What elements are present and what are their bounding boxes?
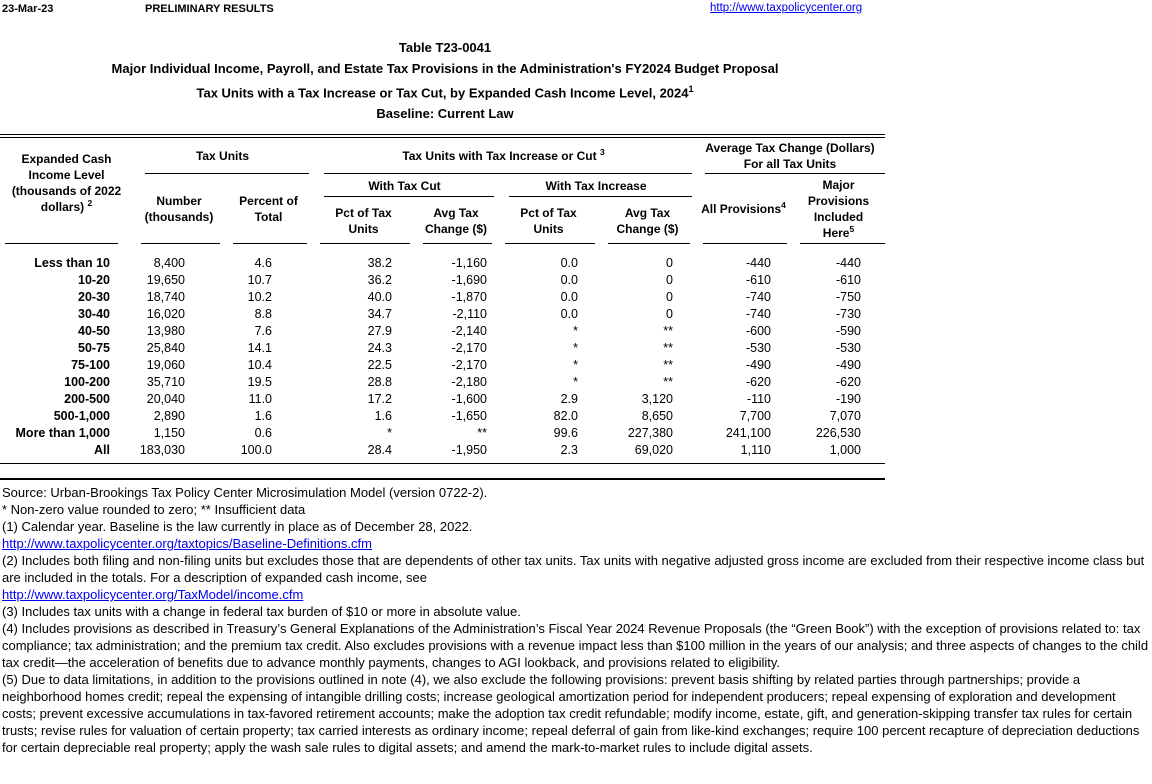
all-provisions-cell: 241,100 <box>725 426 771 441</box>
avg-tax-change-cut-cell: -2,110 <box>452 307 487 322</box>
avg-tax-change-increase-cell: 0 <box>666 273 673 288</box>
baseline-definitions-link[interactable]: http://www.taxpolicycenter.org/taxtopics/Baseline-Definitions.cfm <box>2 536 372 552</box>
title-line-1: Major Individual Income, Payroll, and Estate Tax Provisions in the Administration's FY2024 Budget Proposal <box>111 61 779 76</box>
footnote-5: (5) Due to data limitations, in addition to the provisions outlined in note (4), we also exclude the following provisions: prevent basis shifting by related parties through partnerships; provide a neighborhood homes credit; repeal the expensing of intangible drilling costs; increase geological amortization period for independent producers; repeal expensing of exploration and development costs; prevent excessive accumulations in tax-favored retirement accounts; make the adoption tax credit refundable; modify income, estate, gift, and generation-skipping transfer tax rules for certain trusts; revise rules for valuation of certain property; tax carried interests as ordinary income; repeal deferral of gain from like-kind exchanges; require 100 percent recapture of depreciation deductions for certain depreciable real property; apply the wash sale rules to digital assets; and amend the mark-to-market rules to include digital assets. <box>2 672 1140 756</box>
avg-tax-change-increase-cell: ** <box>663 324 673 339</box>
table-row <box>0 255 885 272</box>
major-provisions-cell: 7,070 <box>829 409 861 424</box>
income-level-cell: More than 1,000 <box>15 426 110 441</box>
avg-tax-change-increase-cell: 0 <box>666 290 673 305</box>
pct-tax-units-increase-cell: * <box>573 375 578 390</box>
pct-tax-units-increase-cell: * <box>573 324 578 339</box>
income-level-cell: 500-1,000 <box>53 409 110 424</box>
pct-tax-units-cut-cell: 34.7 <box>367 307 392 322</box>
pct-tax-units-cut-cell: 24.3 <box>367 341 392 356</box>
avg-tax-change-increase-cell: ** <box>663 358 673 373</box>
all-provisions-cell: -600 <box>745 324 771 339</box>
number-cell: 1,150 <box>153 426 185 441</box>
table-row <box>0 408 885 425</box>
percent-of-total-cell: 19.5 <box>247 375 272 390</box>
income-level-cell: 200-500 <box>64 392 110 407</box>
pct-tax-units-increase-cell: 0.0 <box>560 273 578 288</box>
number-cell: 183,030 <box>139 443 185 458</box>
column-header-pct-tax-units-cut: Pct of Tax Units <box>312 197 415 244</box>
avg-tax-change-cut-cell: -1,950 <box>451 443 487 458</box>
pct-tax-units-increase-cell: 2.3 <box>560 443 578 458</box>
number-cell: 18,740 <box>146 290 185 305</box>
all-provisions-cell: -530 <box>745 341 771 356</box>
data-table <box>0 134 885 464</box>
pct-tax-units-increase-cell: 2.9 <box>560 392 578 407</box>
preliminary-results-label: PRELIMINARY RESULTS <box>145 3 274 15</box>
footnote-3: (3) Includes tax units with a change in federal tax burden of $10 or more in absolute value. <box>2 604 521 620</box>
percent-of-total-cell: 14.1 <box>247 341 272 356</box>
group-header-with-tax-increase: With Tax Increase <box>497 174 695 197</box>
income-level-cell: 30-40 <box>78 307 110 322</box>
avg-tax-change-increase-cell: 3,120 <box>641 392 673 407</box>
column-header-income-level: Expanded Cash Income Level (thousands of 2022 dollars) $^2$ <box>0 138 133 244</box>
pct-tax-units-increase-cell: 99.6 <box>553 426 578 441</box>
number-cell: 35,710 <box>146 375 185 390</box>
pct-tax-units-cut-cell: 28.4 <box>367 443 392 458</box>
avg-tax-change-increase-cell: 69,020 <box>634 443 673 458</box>
avg-tax-change-increase-cell: ** <box>663 341 673 356</box>
number-cell: 19,650 <box>146 273 185 288</box>
avg-tax-change-cut-cell: -2,170 <box>451 341 487 356</box>
number-cell: 13,980 <box>146 324 185 339</box>
major-provisions-cell: -610 <box>835 273 861 288</box>
pct-tax-units-increase-cell: * <box>573 341 578 356</box>
avg-tax-change-cut-cell: ** <box>477 426 487 441</box>
income-level-cell: 100-200 <box>64 375 110 390</box>
number-cell: 20,040 <box>146 392 185 407</box>
major-provisions-cell: -440 <box>835 256 861 271</box>
avg-tax-change-cut-cell: -1,600 <box>451 392 487 407</box>
income-level-cell: 40-50 <box>78 324 110 339</box>
number-cell: 25,840 <box>146 341 185 356</box>
pct-tax-units-cut-cell: 36.2 <box>367 273 392 288</box>
income-level-cell: 20-30 <box>78 290 110 305</box>
avg-tax-change-cut-cell: -2,140 <box>451 324 487 339</box>
income-level-cell: 75-100 <box>71 358 110 373</box>
table-header <box>0 134 885 244</box>
title-line-2: Tax Units with a Tax Increase or Tax Cut, by Expanded Cash Income Level, 2024$^1$ <box>196 84 694 101</box>
percent-of-total-cell: 100.0 <box>240 443 272 458</box>
major-provisions-cell: -750 <box>835 290 861 305</box>
all-provisions-cell: 7,700 <box>739 409 771 424</box>
percent-of-total-cell: 10.4 <box>247 358 272 373</box>
pct-tax-units-cut-cell: 1.6 <box>374 409 392 424</box>
avg-tax-change-cut-cell: -1,160 <box>451 256 487 271</box>
pct-tax-units-increase-cell: * <box>573 358 578 373</box>
major-provisions-cell: 226,530 <box>815 426 861 441</box>
all-provisions-cell: -110 <box>746 392 771 407</box>
group-header-tax-increase-or-cut: Tax Units with Tax Increase or Cut $^3$ <box>312 138 695 174</box>
footnote-2: (2) Includes both filing and non-filing units but excludes those that are dependents of other tax units. Tax units with negative adjusted gross income are excluded from their respective income class but are included in the totals. For a description of expanded cash income, see <box>2 553 1145 586</box>
pct-tax-units-increase-cell: 0.0 <box>560 290 578 305</box>
major-provisions-cell: -530 <box>835 341 861 356</box>
percent-of-total-cell: 1.6 <box>254 409 272 424</box>
pct-tax-units-increase-cell: 0.0 <box>560 256 578 271</box>
table-body <box>0 244 885 464</box>
pct-tax-units-increase-cell: 82.0 <box>553 409 578 424</box>
table-row <box>0 272 885 289</box>
avg-tax-change-increase-cell: 227,380 <box>627 426 673 441</box>
number-cell: 16,020 <box>146 307 185 322</box>
column-header-pct-tax-units-increase: Pct of Tax Units <box>497 197 600 244</box>
column-header-avg-tax-change-cut: Avg Tax Change ($) <box>415 197 497 244</box>
symbols-note: * Non-zero value rounded to zero; ** Insufficient data <box>2 502 306 518</box>
percent-of-total-cell: 10.7 <box>247 273 272 288</box>
table-row <box>0 442 885 459</box>
avg-tax-change-cut-cell: -1,690 <box>451 273 487 288</box>
footnote-ref-3: 3 <box>599 147 605 158</box>
major-provisions-cell: -490 <box>835 358 861 373</box>
pct-tax-units-cut-cell: 28.8 <box>367 375 392 390</box>
footnote-1: (1) Calendar year. Baseline is the law currently in place as of December 28, 2022. <box>2 519 473 535</box>
table-row <box>0 289 885 306</box>
column-header-avg-tax-change-increase: Avg Tax Change ($) <box>600 197 695 244</box>
income-level-cell: All <box>94 443 110 458</box>
group-header-average-tax-change: Average Tax Change (Dollars) For all Tax Units <box>695 138 885 174</box>
expanded-cash-income-link[interactable]: http://www.taxpolicycenter.org/TaxModel/income.cfm <box>2 587 304 603</box>
percent-of-total-cell: 7.6 <box>254 324 272 339</box>
percent-of-total-cell: 11.0 <box>248 392 272 407</box>
avg-tax-change-cut-cell: -2,180 <box>451 375 487 390</box>
table-number: Table T23-0041 <box>398 40 492 55</box>
avg-tax-change-cut-cell: -1,870 <box>451 290 487 305</box>
title-block <box>0 37 890 124</box>
report-date: 23-Mar-23 <box>2 3 54 15</box>
baseline-label: Baseline: Current Law <box>376 106 514 122</box>
all-provisions-cell: 1,110 <box>740 443 771 458</box>
group-header-with-tax-cut: With Tax Cut <box>312 174 497 197</box>
all-provisions-cell: -440 <box>745 256 771 271</box>
percent-of-total-cell: 0.6 <box>254 426 272 441</box>
pct-tax-units-increase-cell: 0.0 <box>560 307 578 322</box>
all-provisions-cell: -610 <box>745 273 771 288</box>
column-header-percent-of-total: Percent of Total <box>225 174 312 244</box>
number-cell: 19,060 <box>146 358 185 373</box>
income-level-cell: 10-20 <box>78 273 110 288</box>
major-provisions-cell: -620 <box>835 375 861 390</box>
taxpolicycenter-link[interactable]: http://www.taxpolicycenter.org <box>710 2 863 14</box>
pct-tax-units-cut-cell: * <box>387 426 392 441</box>
major-provisions-cell: 1,000 <box>829 443 861 458</box>
source-note: Source: Urban-Brookings Tax Policy Center Microsimulation Model (version 0722-2). <box>2 485 488 501</box>
table-row <box>0 357 885 374</box>
all-provisions-cell: -740 <box>745 290 771 305</box>
footnote-ref-1: 1 <box>688 84 694 94</box>
avg-tax-change-cut-cell: -1,650 <box>451 409 487 424</box>
column-header-number: Number (thousands) <box>133 174 225 244</box>
percent-of-total-cell: 10.2 <box>247 290 272 305</box>
avg-tax-change-increase-cell: 8,650 <box>641 409 673 424</box>
avg-tax-change-increase-cell: 0 <box>666 256 673 271</box>
major-provisions-cell: -590 <box>835 324 861 339</box>
page-header <box>0 0 1152 20</box>
footnote-ref-5: 5 <box>849 224 855 235</box>
table-row <box>0 306 885 323</box>
number-cell: 2,890 <box>153 409 185 424</box>
column-header-all-provisions: All Provisions$^4$ <box>695 174 792 244</box>
footnotes <box>0 484 1152 756</box>
all-provisions-cell: -490 <box>745 358 771 373</box>
major-provisions-cell: -190 <box>835 392 861 407</box>
pct-tax-units-cut-cell: 17.2 <box>367 392 392 407</box>
table-row <box>0 391 885 408</box>
avg-tax-change-increase-cell: 0 <box>666 307 673 322</box>
table-row <box>0 374 885 391</box>
table-row <box>0 323 885 340</box>
table-row <box>0 340 885 357</box>
percent-of-total-cell: 4.6 <box>254 256 272 271</box>
number-cell: 8,400 <box>153 256 185 271</box>
percent-of-total-cell: 8.8 <box>254 307 272 322</box>
table-row <box>0 425 885 442</box>
column-header-major-provisions: Major Provisions Included Here$^5$ <box>792 174 885 244</box>
footnote-ref-4: 4 <box>781 200 786 211</box>
pct-tax-units-cut-cell: 38.2 <box>367 256 392 271</box>
major-provisions-cell: -730 <box>835 307 861 322</box>
group-header-tax-units: Tax Units <box>133 138 312 174</box>
pct-tax-units-cut-cell: 40.0 <box>367 290 392 305</box>
pct-tax-units-cut-cell: 27.9 <box>367 324 392 339</box>
avg-tax-change-cut-cell: -2,170 <box>451 358 487 373</box>
income-level-cell: 50-75 <box>78 341 110 356</box>
all-provisions-cell: -620 <box>745 375 771 390</box>
pct-tax-units-cut-cell: 22.5 <box>367 358 392 373</box>
footnote-4: (4) Includes provisions as described in Treasury’s General Explanations of the Administration’s Fiscal Year 2024 Revenue Proposals (the “Green Book”) with the exception of provisions related to: tax compliance; tax administration; and the premium tax credit. Also excludes provisions with a revenue impact less than $100 million in the years of our analysis; and three aspects of changes to the child tax credit—the acceleration of benefits due to advance monthly payments, changes to AGI lookback, and provisions related to eligibility. <box>2 621 1149 671</box>
avg-tax-change-increase-cell: ** <box>663 375 673 390</box>
footnote-ref-2: 2 <box>87 198 93 209</box>
footer-separator <box>0 478 885 480</box>
all-provisions-cell: -740 <box>745 307 771 322</box>
income-level-cell: Less than 10 <box>34 256 110 271</box>
